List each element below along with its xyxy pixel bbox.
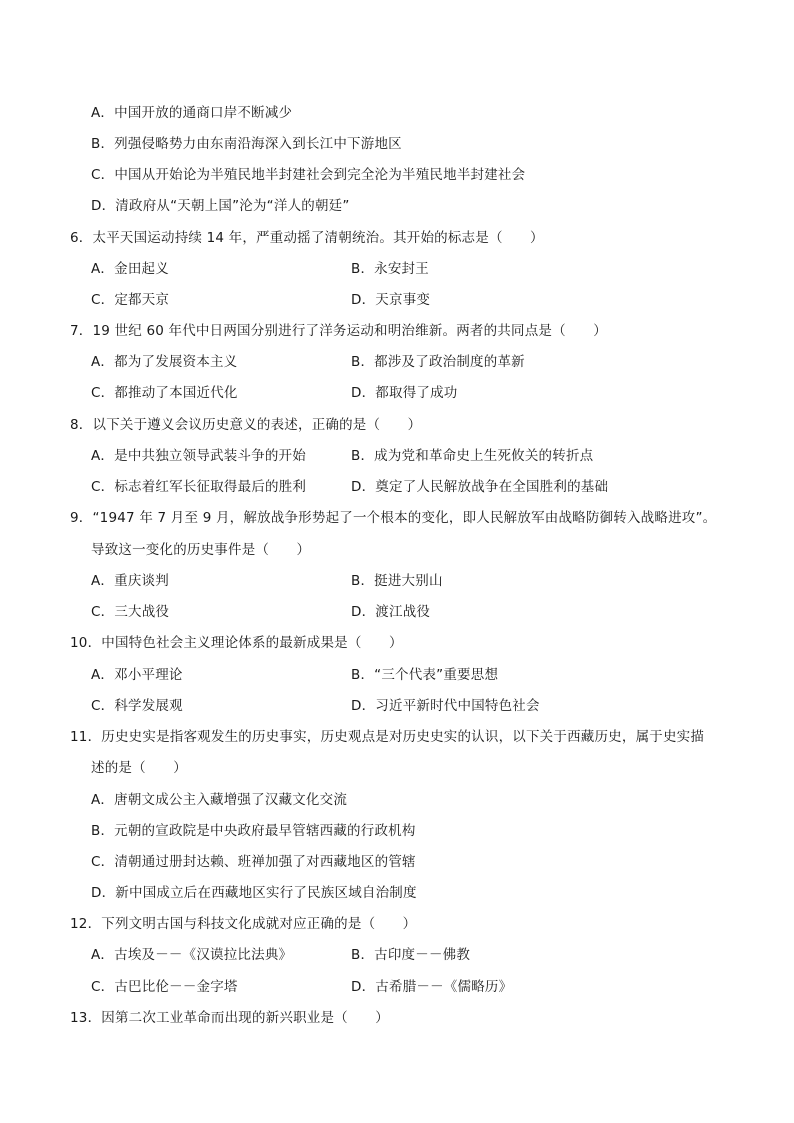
question-6-option-d: D．天京事变 (351, 292, 431, 308)
prev-option-b: B．列强侵略势力由东南沿海深入到长江中下游地区 (91, 136, 402, 152)
question-9-option-a: A．重庆谈判 (91, 573, 169, 589)
prev-option-c: C．中国从开始论为半殖民地半封建社会到完全沦为半殖民地半封建社会 (91, 167, 526, 183)
question-8-option-a: A．是中共独立领导武装斗争的开始 (91, 448, 306, 464)
prev-option-a: A．中国开放的通商口岸不断减少 (91, 105, 293, 121)
question-11-stem: 11．历史史实是指客观发生的历史事实，历史观点是对历史史实的认识，以下关于西藏历史，属于史实描 (70, 729, 705, 745)
question-8-option-b: B．成为党和革命史上生死攸关的转折点 (351, 448, 594, 464)
question-10-option-d: D．习近平新时代中国特色社会 (351, 698, 540, 714)
question-9-stem-continued: 导致这一变化的历史事件是（ ） (91, 542, 311, 558)
question-8-option-c: C．标志着红军长征取得最后的胜利 (91, 479, 307, 495)
question-10-option-c: C．科学发展观 (91, 698, 183, 714)
prev-option-d: D．清政府从“天朝上国”沦为“洋人的朝廷” (91, 198, 350, 214)
question-12-option-d: D．古希腊－－《儒略历》 (351, 979, 513, 995)
question-8-stem: 8．以下关于遵义会议历史意义的表述，正确的是（ ） (70, 417, 422, 433)
question-10-option-a: A．邓小平理论 (91, 667, 183, 683)
question-7-option-c: C．都推动了本国近代化 (91, 385, 238, 401)
question-13-stem: 13．因第二次工业革命而出现的新兴职业是（ ） (70, 1010, 389, 1026)
question-7-option-b: B．都涉及了政治制度的革新 (351, 354, 525, 370)
question-9-option-c: C．三大战役 (91, 604, 170, 620)
question-7-option-a: A．都为了发展资本主义 (91, 354, 238, 370)
question-9-stem: 9．“1947 年 7 月至 9 月，解放战争形势起了一个根本的变化，即人民解放军由战略防御转入战略进攻”。 (70, 510, 717, 526)
question-9-option-d: D．渡江战役 (351, 604, 431, 620)
question-10-option-b: B．“三个代表”重要思想 (351, 667, 499, 683)
question-7-option-d: D．都取得了成功 (351, 385, 458, 401)
question-6-stem: 6．太平天国运动持续 14 年，严重动摇了清朝统治。其开始的标志是（ ） (70, 230, 544, 246)
question-12-option-b: B．古印度－－佛教 (351, 947, 471, 963)
question-8-option-d: D．奠定了人民解放战争在全国胜利的基础 (351, 479, 609, 495)
question-11-option-d: D．新中国成立后在西藏地区实行了民族区域自治制度 (91, 885, 417, 901)
question-12-option-a: A．古埃及－－《汉谟拉比法典》 (91, 947, 293, 963)
question-9-option-b: B．挺进大别山 (351, 573, 443, 589)
question-11-stem-continued: 述的是（ ） (91, 760, 187, 776)
question-6-option-c: C．定都天京 (91, 292, 170, 308)
question-6-option-a: A．金田起义 (91, 261, 169, 277)
question-7-stem: 7．19 世纪 60 年代中日两国分别进行了洋务运动和明治维新。两者的共同点是（ ） (70, 323, 607, 339)
question-11-option-c: C．清朝通过册封达赖、班禅加强了对西藏地区的管辖 (91, 854, 416, 870)
question-11-option-a: A．唐朝文成公主入藏增强了汉藏文化交流 (91, 792, 348, 808)
question-12-option-c: C．古巴比伦－－金字塔 (91, 979, 238, 995)
question-10-stem: 10．中国特色社会主义理论体系的最新成果是（ ） (70, 635, 403, 651)
question-11-option-b: B．元朝的宣政院是中央政府最早管辖西藏的行政机构 (91, 823, 416, 839)
question-6-option-b: B．永安封王 (351, 261, 429, 277)
question-12-stem: 12．下列文明古国与科技文化成就对应正确的是（ ） (70, 916, 417, 932)
